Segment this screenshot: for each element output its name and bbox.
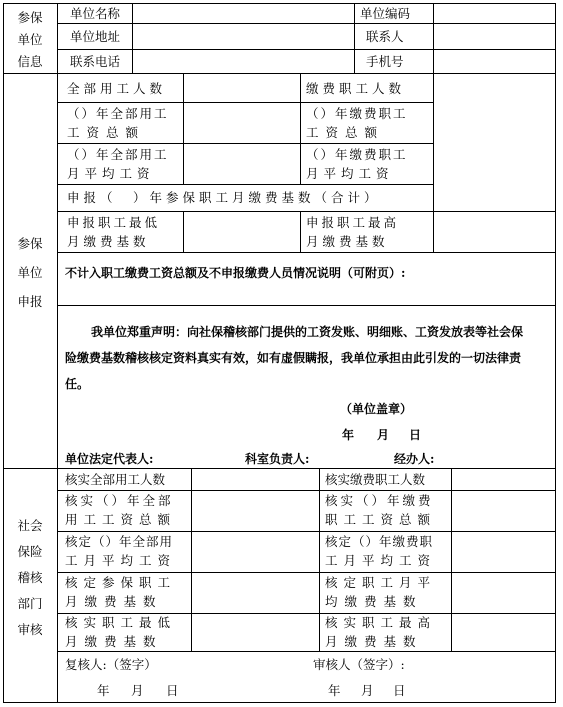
- declaration-text: 我单位郑重声明：向社保稽核部门提供的工资发账、明细账、工资发放表等社会保: [91, 325, 524, 339]
- rule: [451, 468, 452, 651]
- avg-wage-label: （）年全部用工: [67, 147, 169, 162]
- rule: [191, 468, 192, 651]
- auditor-date-year: 年: [328, 683, 341, 698]
- declaration-text-line3: 任。: [65, 377, 90, 391]
- reviewer-date-month: 月: [131, 683, 144, 698]
- auditor-signature-label: 审核人（签字）:: [313, 657, 405, 672]
- rule: [57, 531, 556, 532]
- rule: [57, 143, 433, 144]
- declaration-text-line2: 险缴费基数稽核核定资料真实有效，如有虚假瞒报，我单位承担由此引发的一切法律责: [65, 351, 522, 365]
- rule: [3, 73, 556, 74]
- pay-wage-label: （）年缴费职工: [306, 106, 408, 121]
- all-workers-label: 全部用工人数: [67, 81, 167, 96]
- total-wage-label-line2: 工资总额: [67, 125, 146, 140]
- reviewer-date-day: 日: [166, 683, 179, 698]
- rule: [57, 613, 556, 614]
- rule: [183, 211, 184, 252]
- pay-avg-label: （）年缴费职工: [306, 147, 408, 162]
- rule: [354, 3, 355, 73]
- auditor-date-day: 日: [393, 683, 406, 698]
- handler-label: 经办人:: [394, 452, 435, 466]
- unit-code-label: 单位编码: [360, 6, 411, 21]
- contact-person-label: 联系人: [366, 29, 404, 44]
- section-unit-label: 参保 单位 信息: [17, 10, 43, 69]
- rule: [433, 73, 434, 252]
- audit-max-base-label-line2: 月缴费基数: [325, 634, 423, 649]
- audit-wage-base-label: 核定职工月平: [325, 575, 437, 590]
- audit-wage-base-label-line2: 均缴费基数: [325, 594, 423, 609]
- audit-pay-avg-label: 核定（）年缴费职: [325, 534, 434, 549]
- rule: [57, 651, 556, 652]
- rule: [57, 252, 556, 253]
- unit-name-label: 单位名称: [70, 6, 121, 21]
- pay-wage-label-line2: 工资总额: [306, 125, 385, 140]
- rule: [3, 468, 556, 469]
- rule: [3, 702, 556, 703]
- section-declare-label: 参保 单位 申报: [17, 236, 43, 309]
- audit-pay-avg-label-line2: 工月平均工资: [325, 553, 437, 568]
- paying-workers-label: 缴费职工人数: [306, 81, 406, 96]
- rule: [57, 184, 433, 185]
- seal-label: （单位盖章）: [340, 402, 413, 416]
- rule: [57, 3, 58, 703]
- rule: [555, 3, 556, 703]
- date-month: 月: [377, 428, 390, 442]
- min-base-label-line2: 月缴费基数: [67, 234, 150, 249]
- pay-avg-label-line2: 月平均工资: [306, 166, 394, 181]
- rule: [57, 572, 556, 573]
- reviewer-date-year: 年: [97, 683, 110, 698]
- date-day: 日: [409, 428, 422, 442]
- reviewer-signature-label: 复核人:（签字）: [65, 657, 157, 672]
- rule: [57, 211, 556, 212]
- audit-avg-wage-label-line2: 工月平均工资: [65, 553, 177, 568]
- audit-min-base-label-line2: 月缴费基数: [65, 634, 163, 649]
- legal-representative-label: 单位法定代表人:: [65, 452, 154, 466]
- rule: [433, 3, 434, 73]
- audit-paying-workers-label: 核实缴费职工人数: [325, 472, 426, 487]
- rule: [319, 468, 320, 651]
- audit-min-base-label: 核实职工最低: [65, 615, 177, 630]
- section-audit-label: 社会 保险 稽核 部门 审核: [17, 518, 43, 637]
- exclusion-note: 不计入职工缴费工资总额及不申报缴费人员情况说明（可附页）:: [65, 266, 406, 280]
- rule: [300, 211, 301, 252]
- rule: [3, 3, 556, 4]
- rule: [57, 102, 433, 103]
- audit-pay-wage-label: 核实（）年缴费: [325, 493, 434, 508]
- rule: [132, 3, 133, 73]
- audit-max-base-label: 核实职工最高: [325, 615, 437, 630]
- rule: [57, 490, 556, 491]
- min-base-label: 申报职工最低: [67, 215, 161, 230]
- audit-pay-wage-label-line2: 职工工资总额: [325, 512, 437, 527]
- audit-total-wage-label-line2: 用工工资总额: [65, 512, 177, 527]
- total-wage-label: （）年全部用工: [67, 106, 169, 121]
- contact-phone-label: 联系电话: [70, 54, 121, 69]
- auditor-date-month: 月: [361, 683, 374, 698]
- audit-insured-base-label-line2: 月缴费基数: [65, 594, 163, 609]
- declared-base-total-label: 申报（ ）年参保职工月缴费基数（合计）: [67, 190, 381, 205]
- max-base-label: 申报职工最高: [306, 215, 400, 230]
- audit-avg-wage-label: 核定（）年全部用: [65, 534, 174, 549]
- mobile-label: 手机号: [366, 54, 404, 69]
- audit-all-workers-label: 核实全部用工人数: [65, 472, 166, 487]
- rule: [3, 3, 4, 703]
- audit-total-wage-label: 核实（）年全部: [65, 493, 174, 508]
- rule: [183, 73, 184, 184]
- rule: [57, 305, 556, 306]
- insurance-base-audit-form: [3, 3, 556, 703]
- date-year: 年: [342, 428, 355, 442]
- rule: [300, 73, 301, 184]
- unit-address-label: 单位地址: [70, 29, 121, 44]
- department-head-label: 科室负责人:: [245, 452, 310, 466]
- max-base-label-line2: 月缴费基数: [306, 234, 389, 249]
- audit-insured-base-label: 核定参保职工: [65, 575, 177, 590]
- avg-wage-label-line2: 月平均工资: [67, 166, 155, 181]
